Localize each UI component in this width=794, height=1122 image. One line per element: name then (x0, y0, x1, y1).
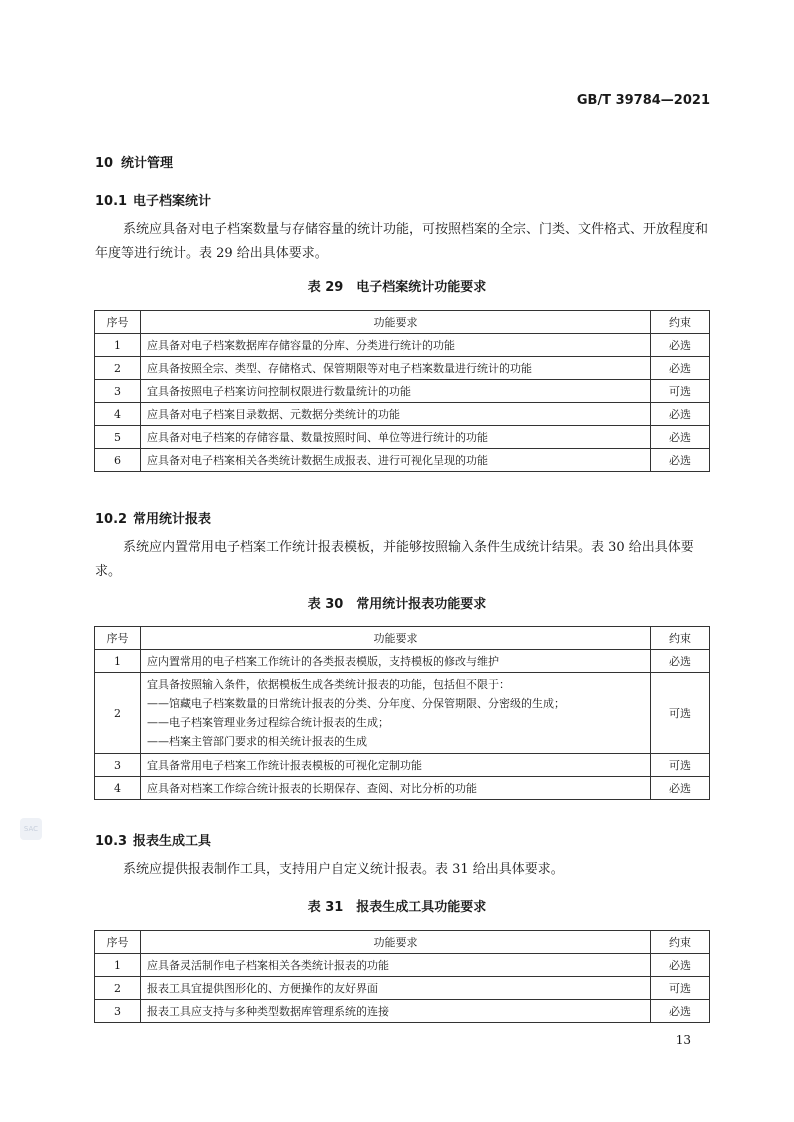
cell-constraint: 必选 (651, 1000, 710, 1023)
sac-watermark-logo: SAC (20, 818, 42, 840)
cell-seq: 2 (95, 673, 141, 754)
cell-seq: 4 (95, 403, 141, 426)
cell-seq: 3 (95, 754, 141, 777)
cell-requirement: 宜具备常用电子档案工作统计报表模板的可视化定制功能 (141, 754, 651, 777)
cell-requirement: 应具备对电子档案目录数据、元数据分类统计的功能 (141, 403, 651, 426)
table-row (95, 777, 710, 800)
cell-requirement: 宜具备按照电子档案访问控制权限进行数量统计的功能 (141, 380, 651, 403)
header-constraint: 约束 (651, 931, 710, 954)
header-seq: 序号 (95, 311, 141, 334)
section-number: 10.2 (95, 512, 128, 527)
table-row (95, 1000, 710, 1023)
section-10-3-heading (95, 830, 211, 849)
cell-constraint: 可选 (651, 380, 710, 403)
cell-seq: 3 (95, 1000, 141, 1023)
section-title: 报表生成工具 (133, 834, 212, 849)
section-10-heading (95, 152, 173, 171)
table-row (95, 403, 710, 426)
section-title: 电子档案统计 (133, 194, 212, 209)
table-row (95, 954, 710, 977)
cell-seq: 1 (95, 334, 141, 357)
cell-constraint: 必选 (651, 777, 710, 800)
table-header-row (95, 931, 710, 954)
cell-constraint: 必选 (651, 954, 710, 977)
table-row (95, 650, 710, 673)
cell-constraint: 必选 (651, 650, 710, 673)
standard-code: GB/T 39784—2021 (576, 93, 710, 108)
cell-constraint: 必选 (651, 334, 710, 357)
section-10-1-heading (95, 190, 211, 209)
header-requirement: 功能要求 (141, 931, 651, 954)
header-requirement: 功能要求 (141, 311, 651, 334)
section-10-1-paragraph: 系统应具备对电子档案数量与存储容量的统计功能，可按照档案的全宗、门类、文件格式、开放程度和年度等进行统计。表 29 给出具体要求。 (95, 222, 709, 261)
table-row (95, 426, 710, 449)
cell-seq: 2 (95, 977, 141, 1000)
requirement-line: ——馆藏电子档案数量的日常统计报表的分类、分年度、分保管期限、分密级的生成； (147, 697, 565, 710)
table-row (95, 754, 710, 777)
header-constraint: 约束 (651, 311, 710, 334)
table-30-caption: 表 30 常用统计报表功能要求 (307, 597, 487, 612)
header-seq: 序号 (95, 931, 141, 954)
cell-requirement: 应内置常用的电子档案工作统计的各类报表模版，支持模板的修改与维护 (141, 650, 651, 673)
cell-seq: 1 (95, 954, 141, 977)
cell-requirement: 应具备灵活制作电子档案相关各类统计报表的功能 (141, 954, 651, 977)
table-header-row (95, 311, 710, 334)
cell-seq: 4 (95, 777, 141, 800)
table-row (95, 673, 710, 754)
cell-requirement: 报表工具应支持与多种类型数据库管理系统的连接 (141, 1000, 651, 1023)
table-row (95, 977, 710, 1000)
table-30 (94, 626, 710, 800)
header-constraint: 约束 (651, 627, 710, 650)
table-row (95, 380, 710, 403)
requirement-line: ——电子档案管理业务过程综合统计报表的生成； (147, 716, 389, 729)
header-requirement: 功能要求 (141, 627, 651, 650)
table-row (95, 334, 710, 357)
section-10-3-paragraph: 系统应提供报表制作工具，支持用户自定义统计报表。表 31 给出具体要求。 (123, 862, 564, 877)
section-title: 统计管理 (121, 156, 174, 171)
cell-requirement: 应具备对电子档案相关各类统计数据生成报表、进行可视化呈现的功能 (141, 449, 651, 472)
cell-requirement: 应具备按照全宗、类型、存储格式、保管期限等对电子档案数量进行统计的功能 (141, 357, 651, 380)
cell-constraint: 必选 (651, 426, 710, 449)
section-number: 10.1 (95, 194, 128, 209)
table-header-row (95, 627, 710, 650)
cell-constraint: 可选 (651, 673, 710, 754)
header-seq: 序号 (95, 627, 141, 650)
table-row (95, 449, 710, 472)
cell-constraint: 必选 (651, 357, 710, 380)
cell-seq: 6 (95, 449, 141, 472)
table-31 (94, 930, 710, 1023)
section-number: 10.3 (95, 834, 128, 849)
section-10-2-heading (95, 508, 211, 527)
cell-constraint: 可选 (651, 977, 710, 1000)
cell-constraint: 必选 (651, 449, 710, 472)
requirement-line: 宜具备按照输入条件，依据模板生成各类统计报表的功能，包括但不限于： (147, 678, 510, 691)
table-29-caption: 表 29 电子档案统计功能要求 (307, 280, 487, 295)
section-10-2-paragraph: 系统应内置常用电子档案工作统计报表模板，并能够按照输入条件生成统计结果。表 30 给出具体要求。 (95, 540, 694, 579)
cell-requirement: 应具备对电子档案的存储容量、数量按照时间、单位等进行统计的功能 (141, 426, 651, 449)
page-number: 13 (675, 1033, 691, 1047)
cell-constraint: 可选 (651, 754, 710, 777)
cell-constraint: 必选 (651, 403, 710, 426)
section-title: 常用统计报表 (133, 512, 212, 527)
table-31-caption: 表 31 报表生成工具功能要求 (307, 900, 487, 915)
cell-seq: 5 (95, 426, 141, 449)
section-number: 10 (95, 156, 114, 171)
cell-requirement: 报表工具宜提供图形化的、方便操作的友好界面 (141, 977, 651, 1000)
cell-seq: 3 (95, 380, 141, 403)
table-row (95, 357, 710, 380)
table-29 (94, 310, 710, 472)
cell-seq: 2 (95, 357, 141, 380)
cell-requirement: 应具备对档案工作综合统计报表的长期保存、查阅、对比分析的功能 (141, 777, 651, 800)
cell-requirement: 应具备对电子档案数据库存储容量的分库、分类进行统计的功能 (141, 334, 651, 357)
cell-seq: 1 (95, 650, 141, 673)
cell-requirement (141, 673, 651, 754)
requirement-line: ——档案主管部门要求的相关统计报表的生成 (147, 735, 367, 748)
